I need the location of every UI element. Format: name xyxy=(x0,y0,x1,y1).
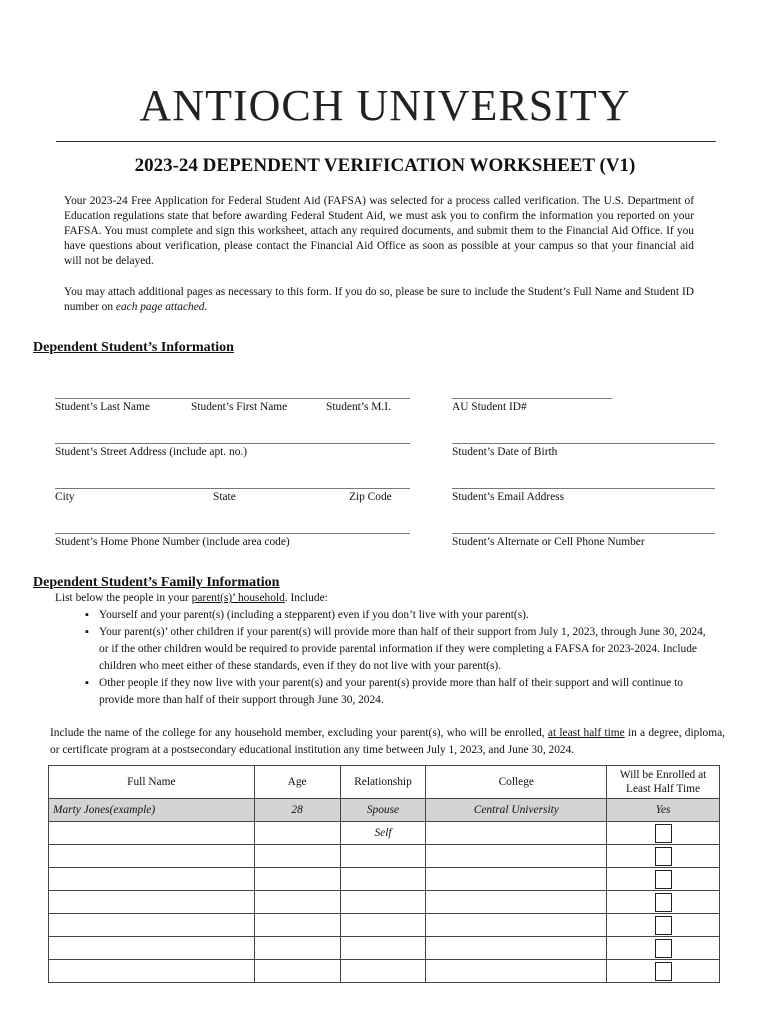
college-cell[interactable] xyxy=(426,868,607,891)
table-row xyxy=(49,822,720,845)
au-id-label: AU Student ID# xyxy=(452,401,527,413)
name-cell[interactable] xyxy=(49,960,255,983)
page-title: 2023-24 DEPENDENT VERIFICATION WORKSHEET (V1) xyxy=(134,155,636,176)
table-row xyxy=(49,960,720,983)
intro-paragraph: Your 2023-24 Free Application for Federal Student Aid (FAFSA) was selected for a process called verification. The U.S. Department of Education regulations state that before awarding Federal Student Aid, we must ask you to confirm the information you reported on your FAFSA. You must complete and sign this worksheet, attach any required documents, and submit them to the Financial Aid Office. If you have questions about verification, please contact the Financial Aid Office as soon as possible at your campus so that your financial aid will not be delayed. xyxy=(64,195,694,267)
dob-field-line[interactable] xyxy=(452,443,715,444)
household-intro xyxy=(55,592,328,604)
household-intro-underlined: parent(s)’ household xyxy=(191,592,285,604)
include-underlined: at least half time xyxy=(547,727,625,739)
table-row xyxy=(49,845,720,868)
enrolled-checkbox[interactable] xyxy=(655,916,672,935)
include-b: in a degree, diploma, or certificate program at a postsecondary educational institution any time between July 1, 2023, and June 30, 2024. xyxy=(50,727,725,756)
name-cell[interactable] xyxy=(49,822,255,845)
table-row xyxy=(49,914,720,937)
enrolled-cell xyxy=(607,937,720,960)
enrolled-checkbox[interactable] xyxy=(655,962,672,981)
age-cell[interactable] xyxy=(254,937,340,960)
relationship-cell[interactable] xyxy=(340,845,426,868)
enrolled-checkbox[interactable] xyxy=(655,893,672,912)
age-cell[interactable] xyxy=(254,845,340,868)
table-row xyxy=(49,891,720,914)
list-item: ▪ Your parent(s)’ other children if your parent(s) will provide more than half of their support from July 1, 2023, through June 30, 2024, or if the other children would be required to provide parental information if they were completing a FAFSA for 2023-2024. Include children who meet either of these standards, even if they do not live with your parent(s). xyxy=(85,624,715,675)
college-cell[interactable] xyxy=(426,891,607,914)
name-cell[interactable] xyxy=(49,845,255,868)
table-row xyxy=(49,937,720,960)
col-enrolled: Will be Enrolled at Least Half Time xyxy=(607,766,720,799)
attach-text: You may attach additional pages as necessary to this form. If you do so, please be sure to include the Student’s Full Name and Student ID number on xyxy=(64,286,694,313)
email-label: Student’s Email Address xyxy=(452,491,565,503)
enrolled-cell xyxy=(607,845,720,868)
college-cell[interactable] xyxy=(426,822,607,845)
college-cell[interactable] xyxy=(426,937,607,960)
name-cell[interactable] xyxy=(49,891,255,914)
age-cell[interactable] xyxy=(254,891,340,914)
household-intro-a: List below the people in your xyxy=(55,592,192,604)
col-age: Age xyxy=(254,766,340,799)
university-logo: ANTIOCH UNIVERSITY xyxy=(139,81,631,130)
col-relationship: Relationship xyxy=(340,766,426,799)
example-age: 28 xyxy=(254,799,340,822)
enrolled-cell xyxy=(607,822,720,845)
street-field-line[interactable] xyxy=(55,443,410,444)
college-cell[interactable] xyxy=(426,845,607,868)
header-divider xyxy=(56,141,716,142)
au-id-field-line[interactable] xyxy=(452,398,612,399)
attach-paragraph xyxy=(64,285,694,315)
relationship-cell[interactable] xyxy=(340,891,426,914)
relationship-cell[interactable] xyxy=(340,960,426,983)
household-table xyxy=(48,765,720,983)
include-paragraph xyxy=(50,725,725,759)
enrolled-checkbox[interactable] xyxy=(655,847,672,866)
mi-label: Student’s M.I. xyxy=(326,401,391,413)
college-cell[interactable] xyxy=(426,914,607,937)
alt-phone-label: Student’s Alternate or Cell Phone Number xyxy=(452,536,645,548)
table-row-example xyxy=(49,799,720,822)
col-college: College xyxy=(426,766,607,799)
home-phone-label: Student’s Home Phone Number (include area code) xyxy=(55,536,290,548)
list-item: ▪ Yourself and your parent(s) (including a stepparent) even if you don’t live with your parent(s). xyxy=(85,607,715,624)
enrolled-cell xyxy=(607,868,720,891)
street-label: Student’s Street Address (include apt. no.) xyxy=(55,446,248,458)
enrolled-cell xyxy=(607,960,720,983)
home-phone-field-line[interactable] xyxy=(55,533,410,534)
college-cell[interactable] xyxy=(426,960,607,983)
family-info-heading: Dependent Student’s Family Information xyxy=(33,575,280,590)
age-cell[interactable] xyxy=(254,822,340,845)
name-cell[interactable] xyxy=(49,914,255,937)
table-row xyxy=(49,868,720,891)
enrolled-cell xyxy=(607,914,720,937)
age-cell[interactable] xyxy=(254,914,340,937)
zip-label: Zip Code xyxy=(349,491,392,503)
include-a: Include the name of the college for any household member, excluding your parent(s), who will be enrolled, xyxy=(50,727,548,739)
household-intro-b: . Include: xyxy=(284,592,328,604)
list-item: ▪ Other people if they now live with your parent(s) and your parent(s) provide more than half of their support and will continue to provide more than half of their support through June 30, 2024. xyxy=(85,675,715,709)
enrolled-checkbox[interactable] xyxy=(655,824,672,843)
name-field-line[interactable] xyxy=(55,398,410,399)
name-cell[interactable] xyxy=(49,868,255,891)
alt-phone-field-line[interactable] xyxy=(452,533,715,534)
example-name: Marty Jones(example) xyxy=(49,799,255,822)
enrolled-checkbox[interactable] xyxy=(655,939,672,958)
email-field-line[interactable] xyxy=(452,488,715,489)
example-relationship: Spouse xyxy=(340,799,426,822)
example-enrolled: Yes xyxy=(607,799,720,822)
first-name-label: Student’s First Name xyxy=(191,401,288,413)
city-state-zip-field-line[interactable] xyxy=(55,488,410,489)
enrolled-cell xyxy=(607,891,720,914)
example-college: Central University xyxy=(426,799,607,822)
relationship-cell[interactable] xyxy=(340,937,426,960)
attach-italic-text: each page attached. xyxy=(115,301,208,313)
city-label: City xyxy=(55,491,75,503)
last-name-label: Student’s Last Name xyxy=(55,401,150,413)
enrolled-checkbox[interactable] xyxy=(655,870,672,889)
state-label: State xyxy=(213,491,236,503)
dob-label: Student’s Date of Birth xyxy=(452,446,558,458)
table-header-row xyxy=(49,766,720,799)
age-cell[interactable] xyxy=(254,868,340,891)
household-bullet-list xyxy=(85,607,715,709)
age-cell[interactable] xyxy=(254,960,340,983)
relationship-cell[interactable] xyxy=(340,914,426,937)
relationship-cell-self: Self xyxy=(340,822,426,845)
relationship-cell[interactable] xyxy=(340,868,426,891)
student-info-heading: Dependent Student’s Information xyxy=(33,340,234,355)
col-full-name: Full Name xyxy=(49,766,255,799)
name-cell[interactable] xyxy=(49,937,255,960)
